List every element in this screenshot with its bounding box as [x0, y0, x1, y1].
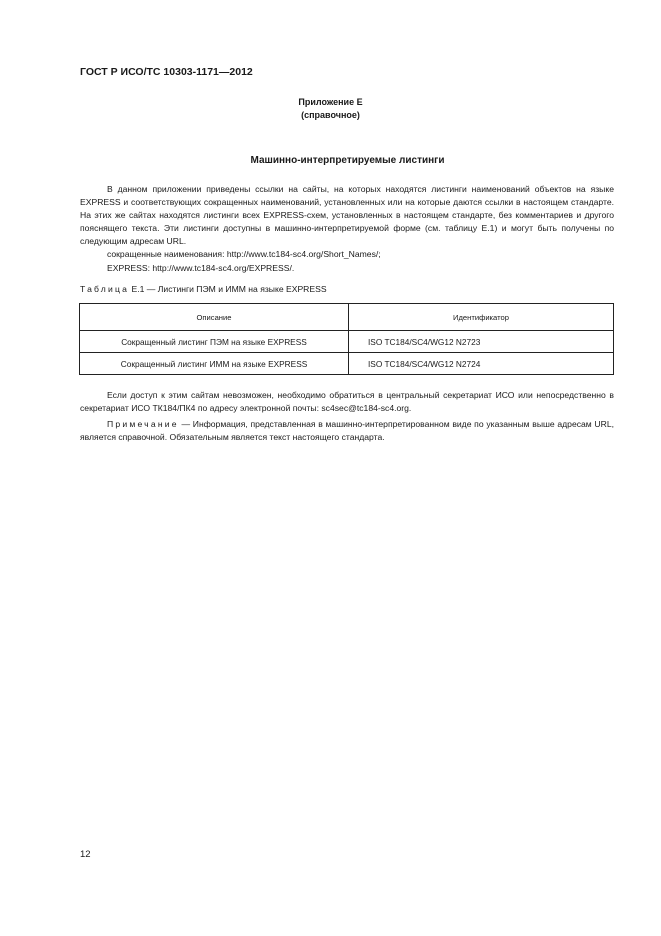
- table-caption-label: Таблица: [80, 284, 130, 294]
- document-id: ГОСТ Р ИСО/ТС 10303-1171—2012: [80, 66, 253, 78]
- note-text: — Информация, представленная в машинно-интерпретированном виде по указанным выше адресам URL, является справочной. Обязательным является текст настоящего стандарта.: [80, 419, 615, 443]
- table-row: [80, 331, 614, 353]
- appendix-title: Приложение Е: [298, 97, 363, 107]
- short-names-url-line: сокращенные наименования: http://www.tc184-sc4.org/Short_Names/;: [107, 249, 381, 260]
- table-row: [80, 353, 614, 375]
- access-note-paragraph: [80, 389, 614, 415]
- table-header-description: Описание: [80, 304, 349, 331]
- appendix-heading: [0, 96, 661, 122]
- table-caption-text: Е.1 — Листинги ПЭМ и ИММ на языке EXPRESS: [131, 284, 327, 294]
- intro-text: [80, 183, 614, 248]
- table-cell-description: Сокращенный листинг ИММ на языке EXPRESS: [80, 353, 349, 375]
- table-cell-identifier: ISO TC184/SC4/WG12 N2723: [349, 331, 614, 353]
- page-number: 12: [80, 849, 91, 860]
- table-header-identifier: Идентификатор: [349, 304, 614, 331]
- access-note-text: Если доступ к этим сайтам невозможен, необходимо обратиться в центральный секретариат ИСО или непосредственно в секретариат ИСО ТК184/ПК4 по адресу электронной почты: sc4sec@tc184-sc4.org.: [80, 390, 614, 414]
- express-url-line: EXPRESS: http://www.tc184-sc4.org/EXPRESS/.: [107, 262, 295, 273]
- intro-paragraph: [80, 183, 614, 275]
- section-title: Машинно-интерпретируемые листинги: [250, 155, 445, 166]
- table-cell-identifier: ISO TC184/SC4/WG12 N2724: [349, 353, 614, 375]
- note-label: Примечание: [107, 419, 179, 429]
- table-header-row: [80, 304, 614, 331]
- note-paragraph: [80, 418, 614, 444]
- table-caption: [80, 284, 327, 294]
- intro-body: В данном приложении приведены ссылки на сайты, на которых находятся листинги наименований объектов на языке EXPRESS и соответствующих сокращенных наименований, установленных или на которые даются ссылки в настоящем стандарте. На этих же сайтах находятся листинги всех EXPRESS-схем, установленных в настоящем стандарте, без комментариев и другого пояснящего текста. Эти листинги доступны в машинно-интерпретируемой форме (см. таблицу Е.1) и могут быть получены по следующим адресам URL.: [80, 184, 614, 247]
- appendix-subtitle: (справочное): [301, 110, 360, 120]
- listings-table: [79, 303, 614, 375]
- table-cell-description: Сокращенный листинг ПЭМ на языке EXPRESS: [80, 331, 349, 353]
